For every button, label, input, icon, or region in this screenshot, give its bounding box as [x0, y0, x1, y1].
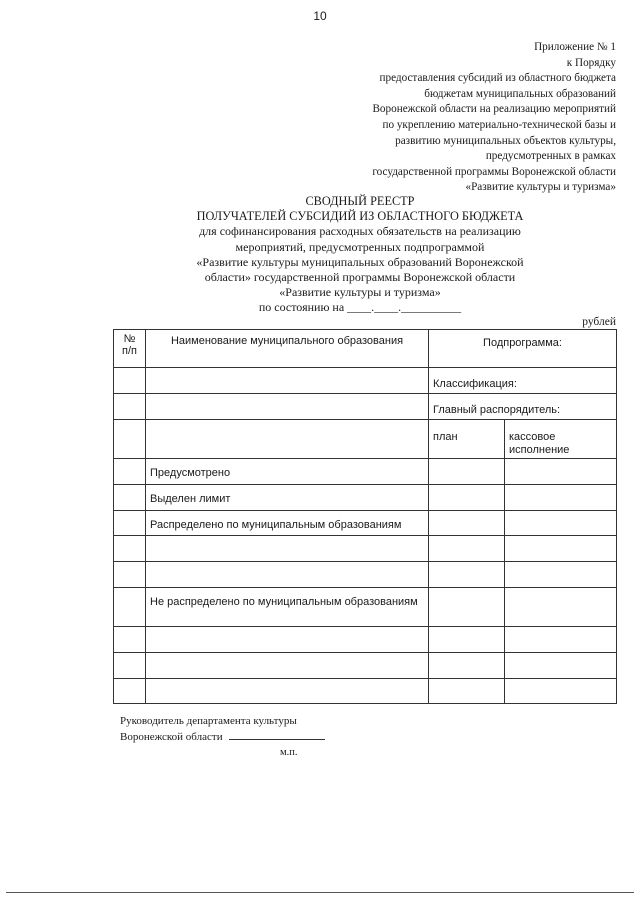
- table-cell: [429, 485, 505, 511]
- chief-manager-label: Главный распорядитель:: [429, 394, 617, 420]
- table-header-row: [114, 330, 617, 368]
- page-bottom-rule: [6, 892, 634, 893]
- table-cell: [114, 653, 146, 679]
- table-cell: [114, 562, 146, 588]
- table-cell: [114, 394, 146, 420]
- appendix-line: Приложение № 1: [534, 41, 616, 53]
- signature-line: [229, 729, 325, 740]
- registry-table: [113, 329, 617, 704]
- column-cash-execution: [505, 420, 617, 459]
- appendix-line: Воронежской области на реализацию мероприятий: [372, 103, 616, 116]
- page-number: 10: [313, 9, 327, 23]
- table-cell: [114, 420, 146, 459]
- table-row: [114, 627, 617, 653]
- currency-units: рублей: [582, 316, 616, 328]
- row-label: [146, 679, 429, 704]
- table-row: [114, 653, 617, 679]
- table-cell: [429, 536, 505, 562]
- row-label: [146, 562, 429, 588]
- table-cell: [146, 420, 429, 459]
- table-cell: [114, 368, 146, 394]
- table-row: [114, 459, 617, 485]
- table-cell: [146, 394, 429, 420]
- table-cell: [505, 485, 617, 511]
- row-label: [146, 653, 429, 679]
- title-line: «Развитие культуры и туризма»: [279, 285, 441, 300]
- table-row: [114, 536, 617, 562]
- signatory-region-line: [120, 729, 325, 745]
- table-cell: [114, 485, 146, 511]
- table-cell: [505, 511, 617, 536]
- appendix-line: «Развитие культуры и туризма»: [465, 181, 616, 194]
- table-cell: [429, 627, 505, 653]
- table-cell: [114, 536, 146, 562]
- row-label: Не распределено по муниципальным образованиям: [146, 588, 429, 627]
- table-cell: [505, 459, 617, 485]
- row-label: Распределено по муниципальным образованиям: [146, 511, 429, 536]
- table-cell: [114, 588, 146, 627]
- signature-block: [120, 714, 325, 760]
- chief-manager-row: [114, 394, 617, 420]
- stamp-place: м.п.: [280, 747, 298, 758]
- table-cell: [429, 653, 505, 679]
- table-cell: [114, 679, 146, 704]
- row-label: Предусмотрено: [146, 459, 429, 485]
- table-cell: [146, 368, 429, 394]
- row-label: [146, 536, 429, 562]
- title-date-line: по состоянию на ____.____.__________: [258, 300, 462, 315]
- table-cell: [114, 627, 146, 653]
- table-cell: [505, 627, 617, 653]
- column-plan: план: [429, 420, 505, 459]
- table-row: [114, 679, 617, 704]
- title-line: мероприятий, предусмотренных подпрограммой: [235, 239, 485, 254]
- table-cell: [505, 653, 617, 679]
- signatory-region: Воронежской области: [120, 731, 223, 743]
- table-cell: [429, 588, 505, 627]
- table-cell: [114, 511, 146, 536]
- title-line: «Развитие культуры муниципальных образований Воронежской: [196, 254, 524, 269]
- header-num-text: № п/п: [122, 333, 137, 357]
- table-cell: [429, 562, 505, 588]
- title-line: СВОДНЫЙ РЕЕСТР: [305, 194, 415, 208]
- table-cell: [114, 459, 146, 485]
- appendix-line: предусмотренных в рамках: [485, 150, 616, 163]
- header-name: Наименование муниципального образования: [146, 330, 429, 368]
- appendix-line: бюджетам муниципальных образований: [424, 87, 616, 100]
- row-label: Выделен лимит: [146, 485, 429, 511]
- table-cell: [505, 562, 617, 588]
- table-row: [114, 588, 617, 627]
- table-cell: [429, 459, 505, 485]
- table-row: [114, 485, 617, 511]
- appendix-line: к Порядку: [566, 56, 616, 69]
- signatory-title: Руководитель департамента культуры: [120, 715, 297, 727]
- appendix-header: [316, 40, 616, 196]
- row-label: [146, 627, 429, 653]
- appendix-line: государственной программы Воронежской области: [372, 165, 616, 178]
- header-num: [114, 330, 146, 368]
- table-row: [114, 511, 617, 536]
- table-row: [114, 562, 617, 588]
- appendix-line: развитию муниципальных объектов культуры,: [395, 134, 616, 147]
- column-cash-text: кассовое исполнение: [509, 431, 570, 456]
- table-cell: [505, 679, 617, 704]
- header-subprogram: Подпрограмма:: [429, 330, 617, 368]
- title-line: для софинансирования расходных обязательств на реализацию: [199, 224, 521, 239]
- table-cell: [505, 588, 617, 627]
- title-line: области» государственной программы Воронежской области: [204, 270, 516, 285]
- appendix-line: по укреплению материально-технической базы и: [382, 118, 616, 131]
- document-title: [150, 194, 570, 316]
- table-cell: [505, 536, 617, 562]
- title-line: ПОЛУЧАТЕЛЕЙ СУБСИДИЙ ИЗ ОБЛАСТНОГО БЮДЖЕТА: [196, 209, 524, 224]
- table-cell: [429, 679, 505, 704]
- appendix-line: предоставления субсидий из областного бюджета: [379, 72, 616, 85]
- table-cell: [429, 511, 505, 536]
- classification-label: Классификация:: [429, 368, 617, 394]
- classification-row: [114, 368, 617, 394]
- columns-row: [114, 420, 617, 459]
